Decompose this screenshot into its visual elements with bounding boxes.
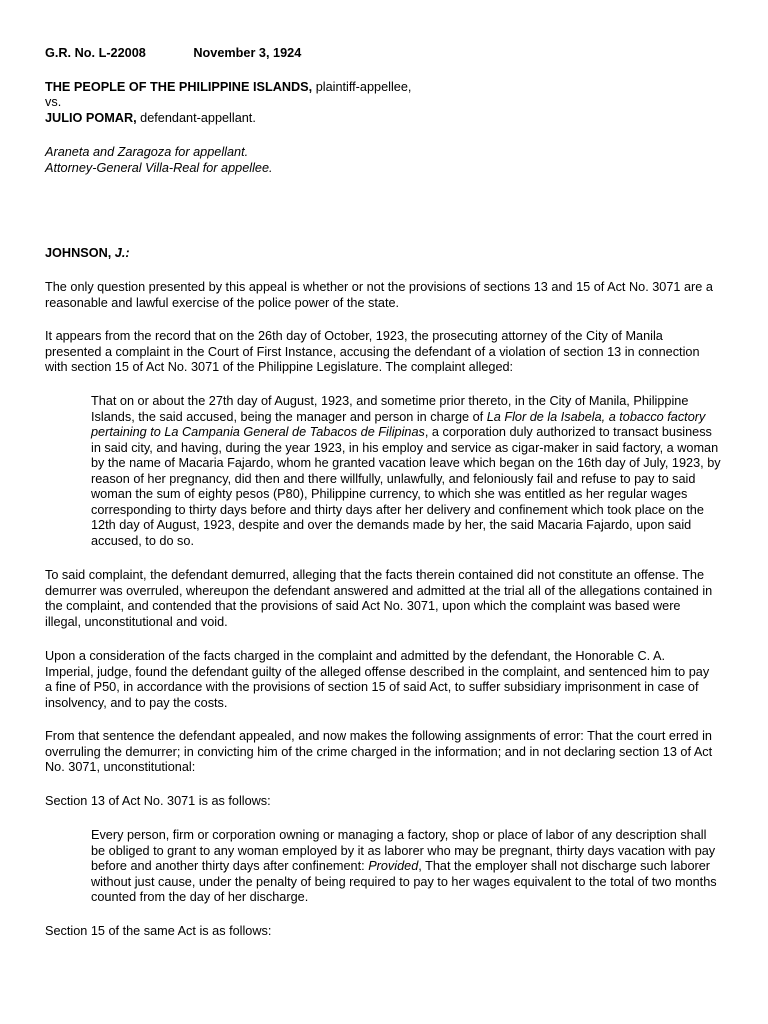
plaintiff-name: THE PEOPLE OF THE PHILIPPINE ISLANDS, xyxy=(45,80,313,94)
paragraph-7: Section 15 of the same Act is as follows: xyxy=(45,924,272,938)
paragraph-3: To said complaint, the defendant demurred, alleging that the facts therein contained did not constitute an offense. The demurrer was overruled, whereupon the defendant answered and admitted at the trial all of the allegations contained in the complaint, and contended that the provisions of said Act No. 3071, upon which the complaint was based were illegal, unconstitutional and void. xyxy=(45,568,713,629)
justice-heading xyxy=(45,246,130,262)
plaintiff-line xyxy=(45,80,411,96)
paragraph-2: It appears from the record that on the 26th day of October, 1923, the prosecuting attorney of the City of Manila presented a complaint in the Court of First Instance, accusing the defendant of a violation of section 13 in connection with section 15 of Act No. 3071 of the Philippine Legislature. The complaint alleged: xyxy=(45,329,700,374)
provided-clause: Provided xyxy=(368,859,419,873)
defendant-role: defendant-appellant. xyxy=(136,111,256,125)
counsel-appellee: Attorney-General Villa-Real for appellee. xyxy=(45,161,273,175)
paragraph-4: Upon a consideration of the facts charged in the complaint and admitted by the defendant, the Honorable C. A. Imperial, judge, found the defendant guilty of the alleged offense described in the complaint, and sentenced him to pay a fine of P50, in accordance with the provisions of section 15 of said Act, to suffer subsidiary imprisonment in case of insolvency, and to pay the costs. xyxy=(45,649,710,710)
factory-name: La Flor de la Isabela, a tobacco factory pertaining to La Campania General de Tabacos de Filipinas xyxy=(91,409,706,439)
defendant-line xyxy=(45,111,256,127)
case-number: G.R. No. L-22008 xyxy=(45,46,146,60)
decision-date: November 3, 1924 xyxy=(193,46,302,60)
justice-name: JOHNSON, xyxy=(45,246,115,260)
paragraph-1: The only question presented by this appeal is whether or not the provisions of sections 13 and 15 of Act No. 3071 are a reasonable and lawful exercise of the police power of the state. xyxy=(45,280,713,310)
paragraph-6: Section 13 of Act No. 3071 is as follows: xyxy=(45,794,271,808)
defendant-name: JULIO POMAR, xyxy=(45,111,137,125)
justice-title: J.: xyxy=(114,246,130,260)
paragraph-5: From that sentence the defendant appealed, and now makes the following assignments of error: That the court erred in overruling the demurrer; in convicting him of the crime charged in the information; and in not declaring section 13 of Act No. 3071, unconstitutional: xyxy=(45,729,713,774)
versus-line: vs. xyxy=(45,95,62,109)
quoted-section-13: Every person, firm or corporation owning or managing a factory, shop or place of labor of any description shall be obliged to grant to any woman employed by it as laborer who may be pregnant, thirty days vacation with pay before and another thirty days after confinement: Provided, That the employer shall not discharge such laborer without just cause, under the penalty of being required to pay to her wages equivalent to the total of two months counted from the day of her discharge. xyxy=(91,828,717,904)
plaintiff-role: plaintiff-appellee, xyxy=(312,80,412,94)
counsel-appellant: Araneta and Zaragoza for appellant. xyxy=(45,145,249,159)
quoted-complaint: That on or about the 27th day of August, 1923, and sometime prior thereto, in the City of Manila, Philippine Islands, the said accused, being the manager and person in charge of La Flor de la Isabela, a tobacco factory pertaining to La Campania General de Tabacos de Filipinas, a corporation duly authorized to transact business in said city, and having, during the year 1923, in his employ and service as cigar-maker in said factory, a woman by the name of Macaria Fajardo, whom he granted vacation leave which began on the 16th day of July, 1923, by reason of her pregnancy, did then and there willfully, unlawfully, and feloniously fail and refuse to pay to said woman the sum of eighty pesos (P80), Philippine currency, to which she was entitled as her regular wages corresponding to thirty days before and thirty days after her delivery and confinement which took place on the 12th day of August, 1923, despite and over the demands made by her, the said Macaria Fajardo, upon said accused, to do so. xyxy=(91,394,721,548)
case-header xyxy=(45,46,301,62)
